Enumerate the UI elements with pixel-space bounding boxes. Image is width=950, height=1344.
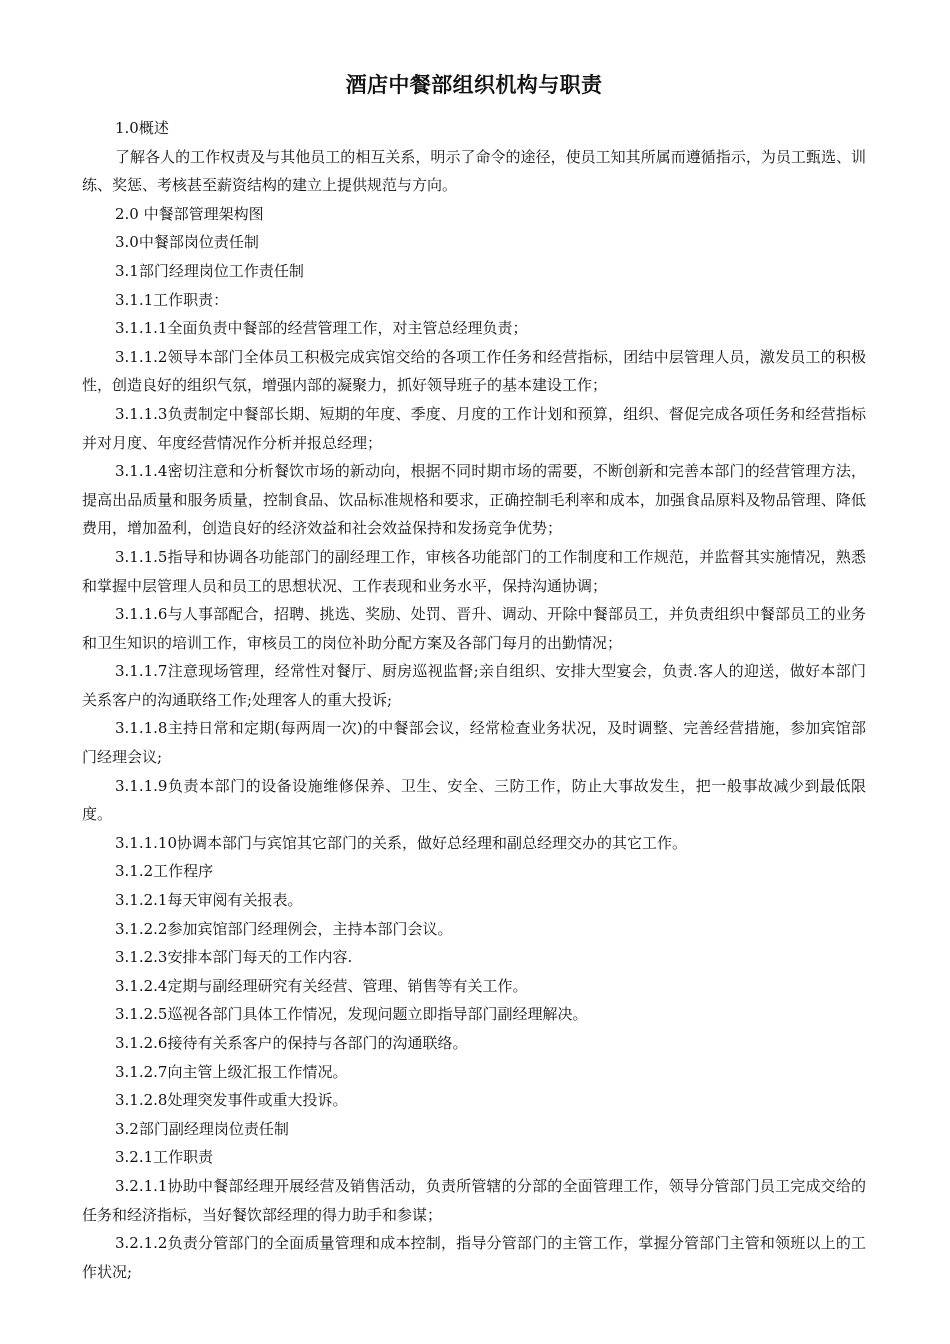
document-paragraph: 3.1.1.10协调本部门与宾馆其它部门的关系，做好总经理和副总经理交办的其它工作。 (115, 833, 688, 852)
document-paragraph: 3.1.1.2领导本部门全体员工积极完成宾馆交给的各项工作任务和经营指标，团结中层管理人员，激发员工的积极性，创造良好的组织气氛，增强内部的凝聚力，抓好领导班子的基本建设工作； (82, 347, 866, 395)
document-paragraph: 3.1.1.7注意现场管理，经常性对餐厅、厨房巡视监督;亲自组织、安排大型宴会，负责.客人的迎送，做好本部门关系客户的沟通联络工作;处理客人的重大投诉; (82, 662, 866, 709)
document-paragraph: 3.1.1工作职责： (115, 290, 229, 309)
document-paragraph: 2.0 中餐部管理架构图 (115, 204, 264, 223)
document-title: 酒店中餐部组织机构与职责 (345, 72, 603, 97)
document-paragraph: 3.1部门经理岗位工作责任制 (115, 261, 304, 280)
document-paragraph: 3.1.2.3安排本部门每天的工作内容. (115, 948, 353, 967)
document-paragraph: 了解各人的工作权责及与其他员工的相互关系，明示了命令的途径，使员工知其所属而遵循指示，为员工甄选、训练、奖惩、考核甚至薪资结构的建立上提供规范与方向。 (82, 147, 866, 195)
document-paragraph: 3.1.1.1全面负责中餐部的经营管理工作，对主管总经理负责； (115, 319, 528, 338)
document-paragraph: 3.1.2.5巡视各部门具体工作情况，发现问题立即指导部门副经理解决。 (115, 1005, 588, 1024)
document-paragraph: 3.1.2.1每天审阅有关报表。 (115, 891, 303, 910)
document-paragraph: 3.1.2.8处理突发事件或重大投诉。 (115, 1091, 348, 1110)
document-paragraph: 3.2部门副经理岗位责任制 (115, 1119, 289, 1138)
document-paragraph: 3.1.2.2参加宾馆部门经理例会，主持本部门会议。 (115, 919, 453, 938)
document-paragraph: 3.0中餐部岗位责任制 (115, 233, 259, 252)
document-body (82, 114, 866, 1286)
document-paragraph: 3.1.2.4定期与副经理研究有关经营、管理、销售等有关工作。 (115, 976, 528, 995)
document-paragraph: 3.1.1.9负责本部门的设备设施维修保养、卫生、安全、三防工作，防止大事故发生，把一般事故减少到最低限度。 (82, 776, 866, 824)
document-paragraph: 3.2.1.2负责分管部门的全面质量管理和成本控制，指导分管部门的主管工作，掌握分管部门主管和领班以上的工作状况; (82, 1234, 866, 1281)
document-paragraph: 3.2.1工作职责 (115, 1148, 214, 1167)
document-paragraph: 3.1.1.6与人事部配合，招聘、挑选、奖励、处罚、晋升、调动、开除中餐部员工，并负责组织中餐部员工的业务和卫生知识的培训工作，审核员工的岗位补助分配方案及各部门每月的出勤情况； (82, 605, 866, 652)
document-paragraph: 3.1.1.8主持日常和定期(每两周一次)的中餐部会议，经常检查业务状况，及时调整、完善经营措施，参加宾馆部门经理会议; (82, 719, 866, 767)
document-paragraph: 3.1.1.5指导和协调各功能部门的副经理工作，审核各功能部门的工作制度和工作规范，并监督其实施情况，熟悉和掌握中层管理人员和员工的思想状况、工作表现和业务水平，保持沟通协调； (82, 547, 866, 595)
document-paragraph: 3.1.2.6接待有关系客户的保持与各部门的沟通联络。 (115, 1034, 468, 1052)
document-paragraph: 1.0概述 (115, 119, 169, 137)
document-paragraph: 3.1.2.7向主管上级汇报工作情况。 (115, 1062, 348, 1081)
document-paragraph: 3.1.1.4密切注意和分析餐饮市场的新动向，根据不同时期市场的需要，不断创新和完善本部门的经营管理方法，提高出品质量和服务质量，控制食品、饮品标准规格和要求，正确控制毛利率和成本，加强食品原料及物品管理、降低费用，增加盈利，创造良好的经济效益和社会效益保持和发扬竞争优势； (82, 462, 866, 538)
document-paragraph: 3.2.1.1协助中餐部经理开展经营及销售活动，负责所管辖的分部的全面管理工作，领导分管部门员工完成交给的任务和经济指标，当好餐饮部经理的得力助手和参谋； (82, 1176, 866, 1224)
document-paragraph: 3.1.1.3负责制定中餐部长期、短期的年度、季度、月度的工作计划和预算，组织、督促完成各项任务和经营指标并对月度、年度经营情况作分析并报总经理； (82, 404, 866, 452)
document-paragraph: 3.1.2工作程序 (115, 862, 214, 881)
